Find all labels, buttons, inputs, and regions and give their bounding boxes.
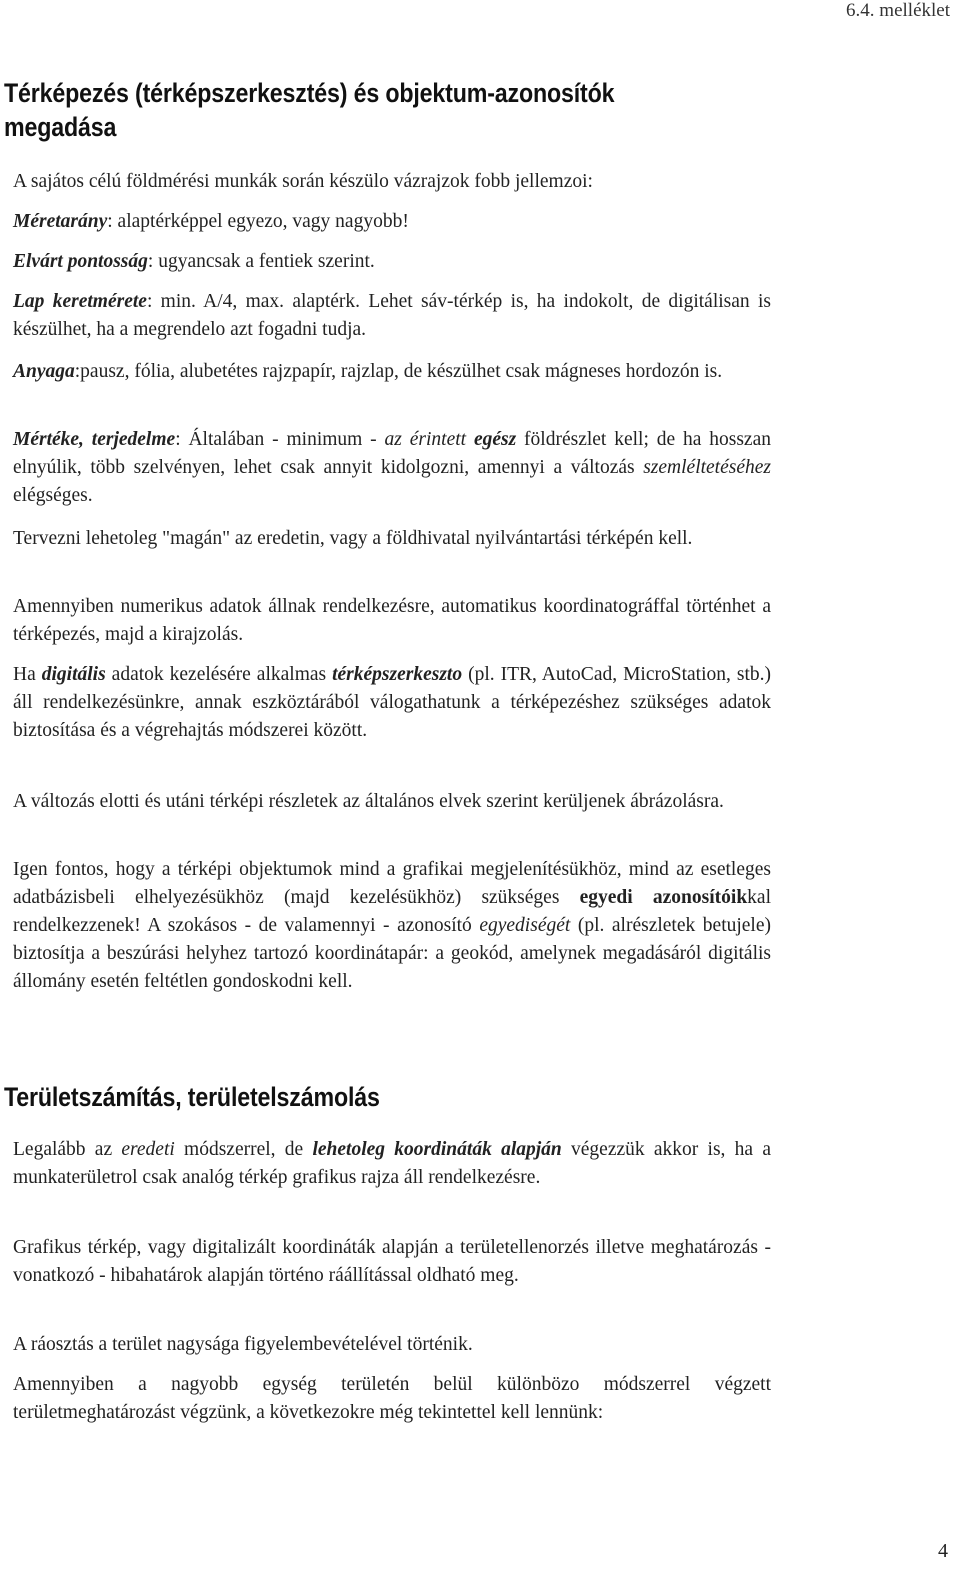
- uniqueness-term: egyediségét: [479, 915, 571, 936]
- larger-unit-paragraph: Amennyiben a nagyobb egység területén belül különbözo módszerrel végzett területmeghatározást végzünk, a következokre még tekintettel kell lennünk:: [13, 1374, 771, 1423]
- extent-text-3: elégséges.: [13, 485, 93, 506]
- important-paragraph: [13, 856, 771, 996]
- digital-paragraph: [13, 661, 771, 745]
- coordinates-term: lehetoleg koordináták alapján: [312, 1139, 562, 1160]
- digital-text-1: Ha: [13, 664, 42, 685]
- important-text-3: (pl. alrészletek betujele) biztosítja a beszúrási helyhez tartozó koordinátapár: a geokód, amelynek megadásáról digitális állomány esetén feltétlen gondoskodni kell.: [13, 915, 771, 992]
- least-text-3: végezzük akkor is, ha a munkaterületrol csak analóg térkép grafikus rajza áll rendelkezésre.: [13, 1139, 772, 1188]
- graphic-paragraph: Grafikus térkép, vagy digitalizált koordináták alapján a területellenorzés illetve meghatározás - vonatkozó - hibahatárok alapján történo ráállítással oldható meg.: [13, 1237, 771, 1286]
- frame-text: : min. A/4, max. alaptérk. Lehet sáv-térkép is, ha indokolt, de digitálisan is készülhet, ha a megrendelo azt fogadni tudja.: [13, 291, 771, 340]
- scale-text: : alaptérképpel egyezo, vagy nagyobb!: [107, 211, 409, 232]
- change-paragraph: A változás elotti és utáni térképi részletek az általános elvek szerint kerüljenek ábrázolásra.: [13, 791, 724, 812]
- digital-text-3: (pl. ITR, AutoCad, MicroStation, stb.) áll rendelkezésünkre, annak eszköztárából válogathatunk a térképezéshez szükséges adatok biztosítása és a végrehajtás módszerei között.: [13, 664, 771, 741]
- accuracy-text: : ugyancsak a fentiek szerint.: [147, 251, 375, 272]
- least-paragraph: [13, 1136, 771, 1192]
- map-editor-term: térképszerkeszto: [332, 664, 463, 685]
- plan-paragraph: Tervezni lehetoleg "magán" az eredetin, vagy a földhivatal nyilvántartási térképén kell.: [13, 528, 693, 549]
- material-term: Anyaga: [13, 361, 75, 382]
- scale-paragraph: [13, 208, 771, 236]
- allocation-paragraph: A ráosztás a terület nagysága figyelembevételével történik.: [13, 1334, 473, 1355]
- accuracy-paragraph: [13, 248, 771, 276]
- accuracy-term: Elvárt pontosság: [13, 251, 148, 272]
- least-text-2: módszerrel, de: [174, 1139, 313, 1160]
- extent-paragraph: [13, 426, 771, 510]
- section-title-area: Területszámítás, területelszámolás: [4, 1082, 380, 1112]
- extent-bold-1: egész: [473, 429, 517, 450]
- page-number: 4: [938, 1540, 948, 1562]
- important-text-2: kal rendelkezzenek! A szokásos - de valamennyi - azonosító: [13, 887, 771, 936]
- important-text-1: Igen fontos, hogy a térképi objektumok mind a grafikai megjelenítésükhöz, mind az esetleges adatbázisbeli elhelyezésükhöz (majd kezelésükhöz) szükséges: [13, 859, 771, 908]
- frame-paragraph: [13, 288, 771, 344]
- extent-text-2: földrészlet kell; de ha hosszan elnyúlik, több szelvényen, lehet csak annyit kidolgozni, amennyi a változás: [13, 429, 771, 478]
- digital-term: digitális: [41, 664, 106, 685]
- extent-italic-2: szemléltetéséhez: [643, 457, 771, 478]
- original-term: eredeti: [121, 1139, 175, 1160]
- digital-text-2: adatok kezelésére alkalmas: [105, 664, 333, 685]
- material-text: :pausz, fólia, alubetétes rajzpapír, rajzlap, de készülhet csak mágneses hordozón is.: [74, 361, 723, 382]
- least-text-1: Legalább az: [13, 1139, 122, 1160]
- annex-label: 6.4. melléklet: [846, 0, 950, 21]
- scale-term: Méretarány: [13, 211, 108, 232]
- extent-text-1: : Általában - minimum -: [175, 429, 385, 450]
- numeric-paragraph: Amennyiben numerikus adatok állnak rendelkezésre, automatikus koordinatográffal történhet a térképezés, majd a kirajzolás.: [13, 596, 771, 645]
- extent-term: Mértéke, terjedelme: [13, 429, 176, 450]
- unique-ids-term: egyedi azonosítóik: [579, 887, 748, 908]
- extent-italic-1: az érintett: [384, 429, 474, 450]
- material-paragraph: [13, 358, 771, 386]
- frame-term: Lap keretmérete: [13, 291, 147, 312]
- intro-paragraph: A sajátos célú földmérési munkák során készülo vázrajzok fobb jellemzoi:: [13, 171, 593, 192]
- section-title-mapping: Térképezés (térképszerkesztés) és objektum-azonosítók megadása: [4, 78, 615, 142]
